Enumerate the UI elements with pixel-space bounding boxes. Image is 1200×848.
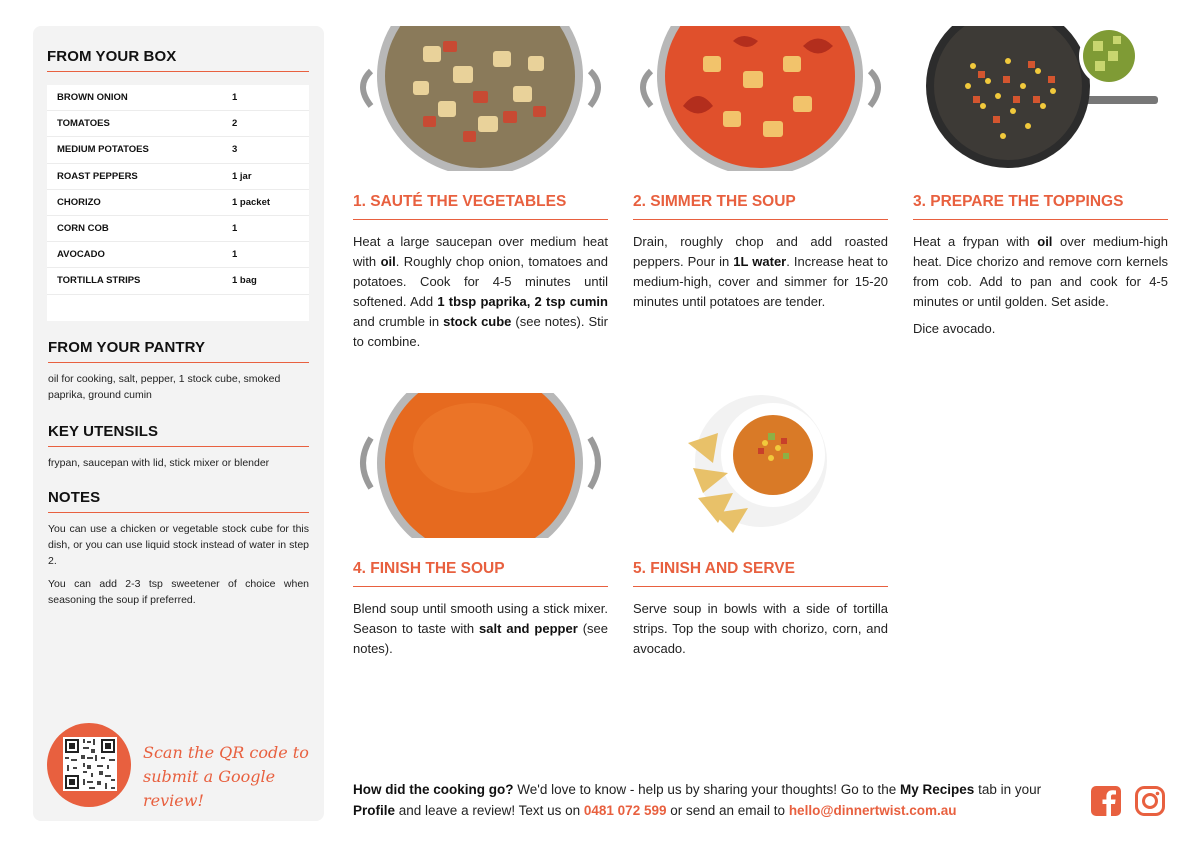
utensils-section — [48, 423, 309, 471]
blended-soup-image — [353, 393, 608, 538]
step-1-photo — [353, 26, 608, 171]
box-item-name: AVOCADO — [57, 249, 105, 261]
bold-text: oil — [380, 254, 396, 269]
step-body — [633, 599, 888, 659]
step-3-photo — [913, 26, 1168, 171]
step-2 — [633, 26, 888, 319]
ingredients-sidebar — [33, 26, 324, 821]
text-run: Serve soup in bowls with a side of tortilla strips. Top the soup with chorizo, corn, and avocado. — [633, 601, 888, 656]
utensils-text: frypan, saucepan with lid, stick mixer or blender — [48, 457, 270, 469]
box-item-qty: 2 — [232, 118, 238, 130]
from-your-box-title: FROM YOUR BOX — [47, 48, 309, 72]
box-item-row — [47, 164, 309, 190]
step-5-photo — [633, 393, 888, 538]
simmering-soup-image — [633, 26, 888, 171]
bold-text: oil — [1037, 234, 1053, 249]
text-run: . Roughly chop onion, tomatoes and potatoes. Cook for 4-5 minutes until softened. Add — [353, 254, 609, 309]
step-paragraph — [913, 319, 1168, 339]
bold-text: 1 tbsp paprika, 2 tsp cumin — [437, 294, 608, 309]
step-body — [913, 232, 1168, 339]
qr-code-badge[interactable] — [47, 723, 131, 807]
text-run: Dice avocado. — [913, 321, 996, 336]
pantry-text: oil for cooking, salt, pepper, 1 stock cube, smoked paprika, ground cumin — [48, 373, 281, 401]
box-item-name: CORN COB — [57, 223, 109, 235]
step-3 — [913, 26, 1168, 346]
step-paragraph — [353, 599, 608, 659]
bold-text: My Recipes — [900, 782, 975, 797]
step-title: 2. SIMMER THE SOUP — [633, 193, 888, 220]
box-item-qty: 1 bag — [232, 275, 257, 287]
qr-code[interactable] — [63, 737, 117, 791]
contact-link[interactable]: 0481 072 599 — [583, 803, 667, 818]
pantry-title: FROM YOUR PANTRY — [48, 339, 309, 363]
pantry-section — [48, 339, 309, 403]
step-title: 1. SAUTÉ THE VEGETABLES — [353, 193, 608, 220]
box-item-row — [47, 111, 309, 137]
box-item-qty: 3 — [232, 144, 238, 156]
box-item-name: CHORIZO — [57, 196, 101, 208]
facebook-icon-graphic — [1090, 785, 1122, 817]
step-title: 4. FINISH THE SOUP — [353, 560, 608, 587]
text-run: over medium-high heat. Dice chorizo and remove corn kernels from cob. Add to pan and cook for 4-5 minutes or until golden. Set aside. — [913, 234, 1169, 309]
instagram-icon-graphic — [1134, 785, 1166, 817]
step-body — [633, 232, 888, 312]
text-run: Blend soup until smooth using a stick mixer. Season to taste with — [353, 601, 608, 636]
qr-code-graphic — [63, 737, 117, 791]
box-item-name: ROAST PEPPERS — [57, 170, 138, 182]
bold-text: stock cube — [443, 314, 512, 329]
contact-link[interactable]: hello@dinnertwist.com.au — [788, 803, 957, 818]
review-footer-text — [353, 779, 1073, 821]
step-paragraph — [633, 232, 888, 312]
box-item-qty: 1 — [232, 223, 238, 235]
box-item-row — [47, 242, 309, 268]
box-item-qty: 1 packet — [232, 196, 271, 208]
box-ingredients-table — [47, 85, 309, 321]
notes-title: NOTES — [48, 489, 309, 513]
box-item-row — [47, 190, 309, 216]
bold-text: How did the cooking go? — [353, 782, 514, 797]
text-run: and crumble in — [353, 314, 444, 329]
notes-section — [48, 489, 309, 615]
text-run: or send an email to — [666, 803, 789, 818]
step-4-photo — [353, 393, 608, 538]
box-item-name: TORTILLA STRIPS — [57, 275, 141, 287]
facebook-icon[interactable] — [1090, 785, 1122, 817]
text-run: Drain, roughly chop and add roasted peppers. Pour in — [633, 234, 888, 269]
text-run: tab in your — [974, 782, 1042, 797]
instagram-icon[interactable] — [1134, 785, 1166, 817]
step-title: 3. PREPARE THE TOPPINGS — [913, 193, 1168, 220]
text-run: (see notes). — [353, 621, 608, 656]
step-body — [353, 599, 608, 659]
box-item-qty: 1 — [232, 249, 238, 261]
saucepan-vegetables-image — [353, 26, 608, 171]
text-run: (see notes). Stir to combine. — [353, 314, 608, 349]
text-run: We'd love to know - help us by sharing your thoughts! Go to the — [513, 782, 901, 797]
note-item: You can add 2-3 tsp sweetener of choice when seasoning the soup if preferred. — [48, 578, 309, 606]
step-1 — [353, 26, 608, 359]
text-run: . Increase heat to medium-high, cover and simmer for 15-20 minutes until potatoes are tender. — [633, 254, 888, 309]
text-run: Heat a large saucepan over medium heat with — [353, 234, 608, 269]
note-item: You can use a chicken or vegetable stock cube for this dish, or you can use liquid stock instead of water in step 2. — [48, 523, 309, 567]
frypan-toppings-image — [913, 26, 1168, 171]
step-body — [353, 232, 608, 352]
step-paragraph — [913, 232, 1168, 312]
notes-text — [48, 521, 309, 608]
text-run: and leave a review! Text us on — [395, 803, 584, 818]
step-paragraph — [353, 232, 608, 352]
box-item-row — [47, 85, 309, 111]
bold-text: Profile — [353, 803, 396, 818]
bold-text: salt and pepper — [479, 621, 578, 636]
box-item-row — [47, 268, 309, 294]
qr-review-prompt: Scan the QR code to submit a Google review! — [143, 743, 309, 810]
text-run: Heat a frypan with — [913, 234, 1038, 249]
box-item-row — [47, 137, 309, 163]
step-paragraph — [633, 599, 888, 659]
box-item-name: BROWN ONION — [57, 92, 128, 104]
step-4 — [353, 393, 608, 666]
box-item-name: MEDIUM POTATOES — [57, 144, 149, 156]
step-title: 5. FINISH AND SERVE — [633, 560, 888, 587]
step-5 — [633, 393, 888, 666]
step-2-photo — [633, 26, 888, 171]
served-soup-image — [633, 393, 888, 538]
box-item-name: TOMATOES — [57, 118, 110, 130]
utensils-title: KEY UTENSILS — [48, 423, 309, 447]
box-item-row — [47, 216, 309, 242]
bold-text: 1L water — [733, 254, 787, 269]
box-item-qty: 1 jar — [232, 170, 252, 182]
box-item-qty: 1 — [232, 92, 238, 104]
